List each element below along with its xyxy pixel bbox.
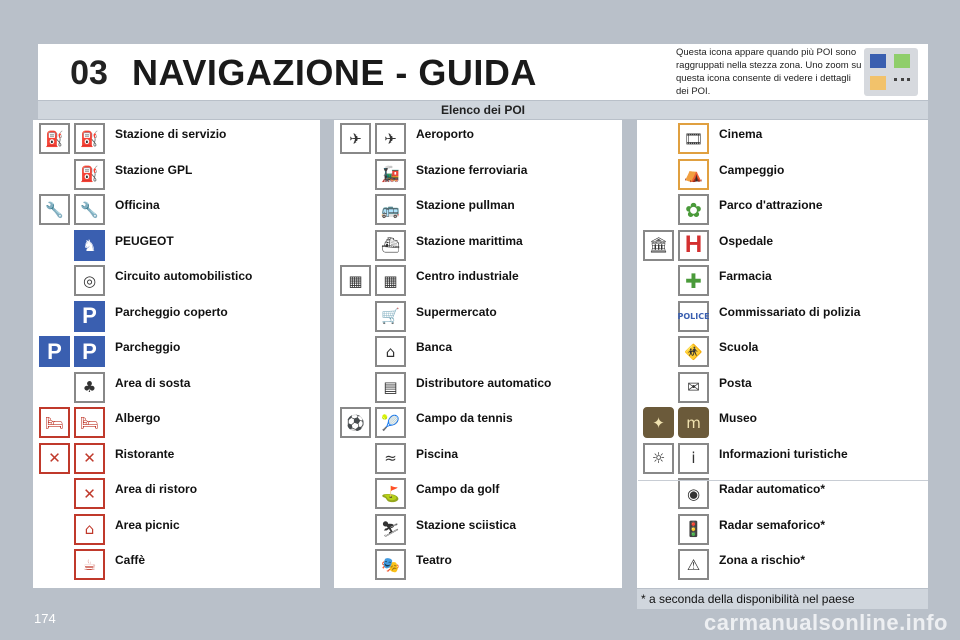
bed-icon: 🛏	[74, 407, 105, 438]
poi-label: Stazione sciistica	[416, 517, 517, 532]
lpg-pump-icon: ⛽	[74, 159, 105, 190]
poi-label: Parcheggio	[115, 340, 181, 354]
museum-cluster-icon: ✦	[643, 407, 674, 438]
poi-label: Zona a rischio*	[719, 553, 806, 567]
poi-label: Circuito automobilistico	[115, 269, 253, 283]
poi-label: Scuola	[719, 340, 759, 354]
police-icon: POLICE	[678, 301, 709, 332]
poi-label: Campeggio	[719, 162, 785, 177]
cutlery-icon: ✕	[74, 443, 105, 474]
poi-label: Stazione GPL	[115, 162, 193, 177]
poi-cluster-icon	[864, 48, 918, 96]
speed-camera-icon: ◉	[678, 478, 709, 509]
poi-label: Stazione di servizio	[115, 127, 227, 141]
poi-label: Aeroporto	[416, 127, 474, 141]
poi-label: Parcheggio coperto	[115, 304, 228, 319]
poi-label: Museo	[719, 411, 758, 425]
poi-label: PEUGEOT	[115, 233, 174, 248]
rest-stop-icon: ✕	[74, 478, 105, 509]
parking-icon: P	[74, 336, 105, 367]
poi-label: Area picnic	[115, 517, 180, 532]
wrench-icon: 🔧	[74, 194, 105, 225]
school-children-icon: 🚸	[678, 336, 709, 367]
ferry-icon: ⛴	[375, 230, 406, 261]
parking-icon: P	[39, 336, 70, 367]
industry-cluster-icon: ▦	[340, 265, 371, 296]
header-corner	[0, 44, 38, 100]
poi-label: Piscina	[416, 446, 459, 461]
poi-label: Cinema	[719, 127, 763, 141]
golfer-icon: ⛳	[375, 478, 406, 509]
bank-icon: ⌂	[375, 336, 406, 367]
poi-label: Caffè	[115, 553, 146, 567]
poi-label: Radar semaforico*	[719, 517, 826, 532]
poi-label: Radar automatico*	[719, 482, 826, 496]
cluster-icon-note: Questa icona appare quando più POI sono raggruppati nella stezza zona. Uno zoom su questa icona consente di vedere i dettagli dei POI.	[676, 47, 862, 97]
fuel-pump-icon: ⛽	[74, 123, 105, 154]
page-title: NAVIGAZIONE - GUIDA	[132, 52, 537, 93]
sport-cluster-icon: ⚽	[340, 407, 371, 438]
peugeot-lion-icon: ♞	[74, 230, 105, 261]
info-icon: i	[678, 443, 709, 474]
rest-area-icon: ♣	[74, 372, 105, 403]
poi-label: Campo da golf	[416, 482, 500, 496]
coffee-cup-icon: ☕	[74, 549, 105, 580]
poi-label: Stazione marittima	[416, 233, 523, 248]
poi-label: Commissariato di polizia	[719, 304, 861, 319]
bed-icon: 🛏	[39, 407, 70, 438]
swimmer-icon: ≈	[375, 443, 406, 474]
poi-label: Distributore automatico	[416, 375, 552, 390]
picnic-icon: ⌂	[74, 514, 105, 545]
watermark: carmanualsonline.info	[704, 610, 948, 635]
poi-label: Stazione ferroviaria	[416, 162, 528, 177]
pharmacy-cross-icon: ✚	[678, 265, 709, 296]
hospital-building-icon: 🏛	[643, 230, 674, 261]
shopping-cart-icon: 🛒	[375, 301, 406, 332]
campsite-icon: ⛺	[678, 159, 709, 190]
cutlery-icon: ✕	[39, 443, 70, 474]
poi-label: Campo da tennis	[416, 411, 513, 425]
poi-label: Parco d'attrazione	[719, 198, 823, 212]
covered-parking-icon: P	[74, 301, 105, 332]
poi-label: Teatro	[416, 553, 452, 567]
film-reel-icon: 🎞	[678, 123, 709, 154]
poi-label: Farmacia	[719, 269, 772, 283]
wrench-icon: 🔧	[39, 194, 70, 225]
fuel-pump-icon: ⛽	[39, 123, 70, 154]
envelope-icon: ✉	[678, 372, 709, 403]
industry-cluster-icon: ▦	[375, 265, 406, 296]
poi-label: Area di sosta	[115, 375, 191, 390]
poi-label: Stazione pullman	[416, 198, 515, 212]
poi-label: Banca	[416, 340, 453, 354]
theatre-icon: 🎭	[375, 549, 406, 580]
atm-icon: ▤	[375, 372, 406, 403]
page-number: 174	[34, 611, 56, 626]
tennis-player-icon: 🎾	[375, 407, 406, 438]
poi-label: Area di ristoro	[115, 482, 198, 496]
airplane-icon: ✈	[375, 123, 406, 154]
poi-label: Posta	[719, 375, 752, 390]
section-title: Elenco dei POI	[38, 101, 928, 119]
footnote: * a seconda della disponibilità nel paese	[637, 589, 928, 609]
red-light-camera-icon: 🚦	[678, 514, 709, 545]
poi-label: Supermercato	[416, 304, 497, 319]
hospital-h-icon: H	[678, 230, 709, 261]
radar-separator	[638, 480, 928, 481]
train-icon: 🚂	[375, 159, 406, 190]
race-track-icon: ◎	[74, 265, 105, 296]
poi-label: Albergo	[115, 411, 161, 425]
poi-label: Informazioni turistiche	[719, 446, 848, 461]
museum-icon: m	[678, 407, 709, 438]
bus-icon: 🚌	[375, 194, 406, 225]
poi-label: Officina	[115, 198, 160, 212]
poi-label: Ospedale	[719, 233, 774, 248]
poi-label: Ristorante	[115, 446, 175, 461]
warning-triangle-icon: ⚠	[678, 549, 709, 580]
airport-cluster-icon: ✈	[340, 123, 371, 154]
tourist-cluster-icon: ☼	[643, 443, 674, 474]
poi-label: Centro industriale	[416, 269, 519, 283]
chapter-number: 03	[70, 54, 108, 92]
skier-icon: ⛷	[375, 514, 406, 545]
amusement-park-icon: ✿	[678, 194, 709, 225]
